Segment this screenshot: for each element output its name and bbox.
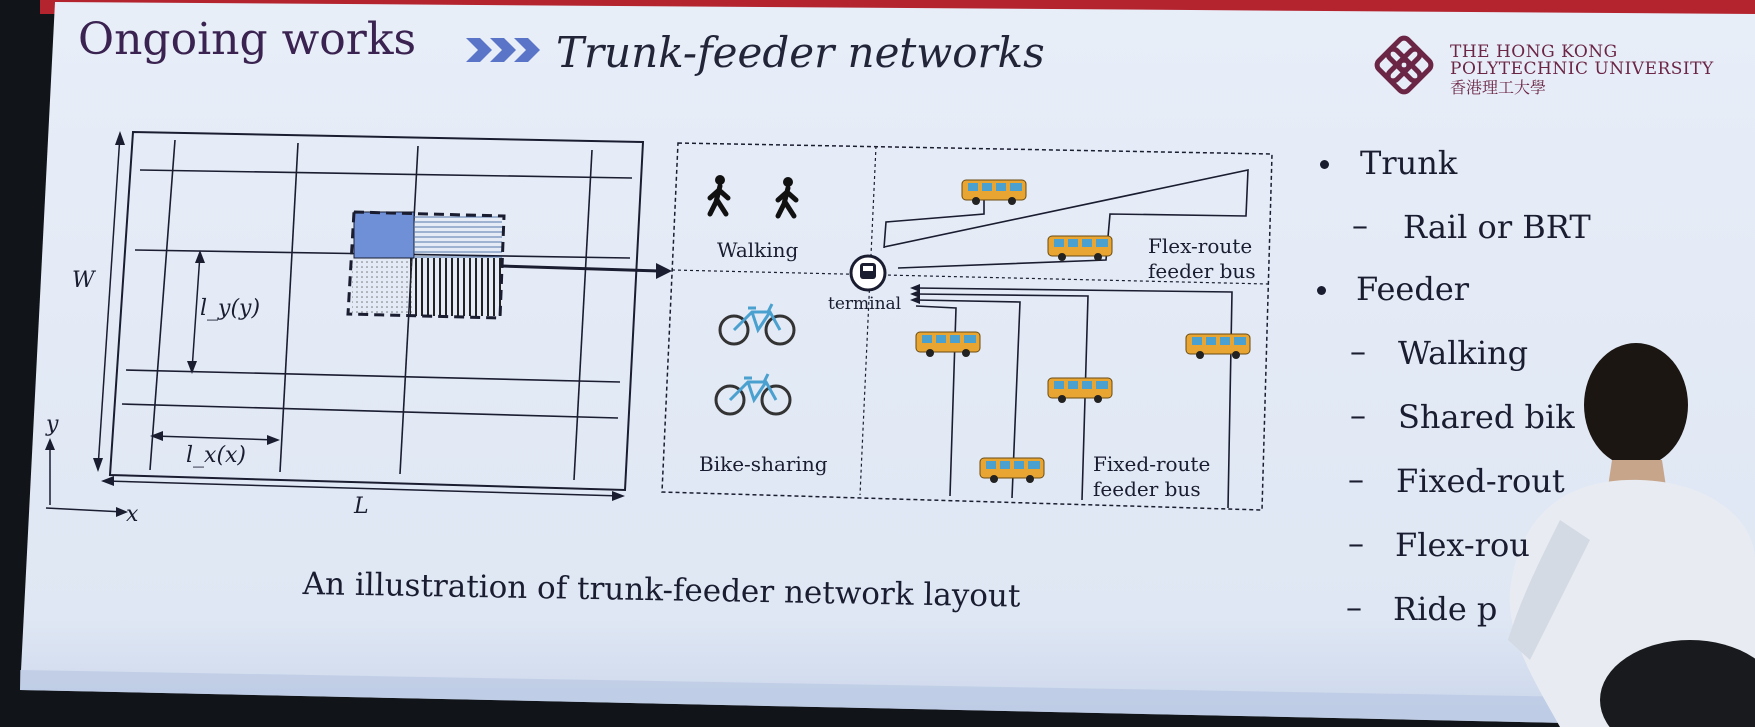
bullet-trunk: Trunk — [1360, 144, 1458, 182]
university-name-line-1: THE HONG KONG — [1450, 42, 1618, 62]
dash-marker: – — [1348, 524, 1364, 562]
terminal-label: terminal — [828, 294, 902, 314]
bullet-fixed-route: Fixed-rout — [1396, 462, 1565, 500]
dash-marker: – — [1350, 396, 1366, 434]
fixed-route-label-2: feeder bus — [1093, 477, 1201, 501]
bullet-shared-bike: Shared bik — [1398, 398, 1575, 436]
y-axis-label: y — [46, 412, 59, 437]
flex-route-label-1: Flex-route — [1148, 234, 1253, 258]
dash-marker: – — [1352, 206, 1368, 244]
length-label: L — [354, 494, 369, 519]
fixed-route-label-1: Fixed-route — [1093, 452, 1211, 476]
bullet-rail-brt: Rail or BRT — [1403, 208, 1591, 246]
dash-marker: – — [1350, 332, 1366, 370]
dash-marker: – — [1346, 588, 1362, 626]
figure-caption: An illustration of trunk-feeder network layout — [302, 566, 1021, 615]
x-axis-label: x — [126, 502, 139, 527]
bike-sharing-label: Bike-sharing — [699, 452, 828, 476]
bullet-flex-route: Flex-rou — [1395, 526, 1530, 564]
slide-subtitle: Trunk-feeder networks — [556, 28, 1045, 77]
dash-marker: – — [1348, 460, 1364, 498]
slide-title: Ongoing works — [78, 14, 417, 65]
bullet-ride-pooling: Ride p — [1393, 590, 1498, 628]
width-label: W — [72, 268, 95, 293]
flex-route-label-2: feeder bus — [1148, 259, 1256, 283]
bullet-walking: Walking — [1398, 334, 1529, 372]
spacing-y-label: l_y(y) — [200, 296, 261, 321]
bullet-feeder: Feeder — [1356, 270, 1470, 308]
university-name-chinese: 香港理工大學 — [1450, 78, 1547, 97]
bullet-dot — [1320, 160, 1329, 169]
university-name-line-2: POLYTECHNIC UNIVERSITY — [1450, 59, 1714, 79]
spacing-x-label: l_x(x) — [186, 443, 247, 468]
bullet-dot — [1317, 286, 1326, 295]
walking-label: Walking — [717, 238, 799, 262]
